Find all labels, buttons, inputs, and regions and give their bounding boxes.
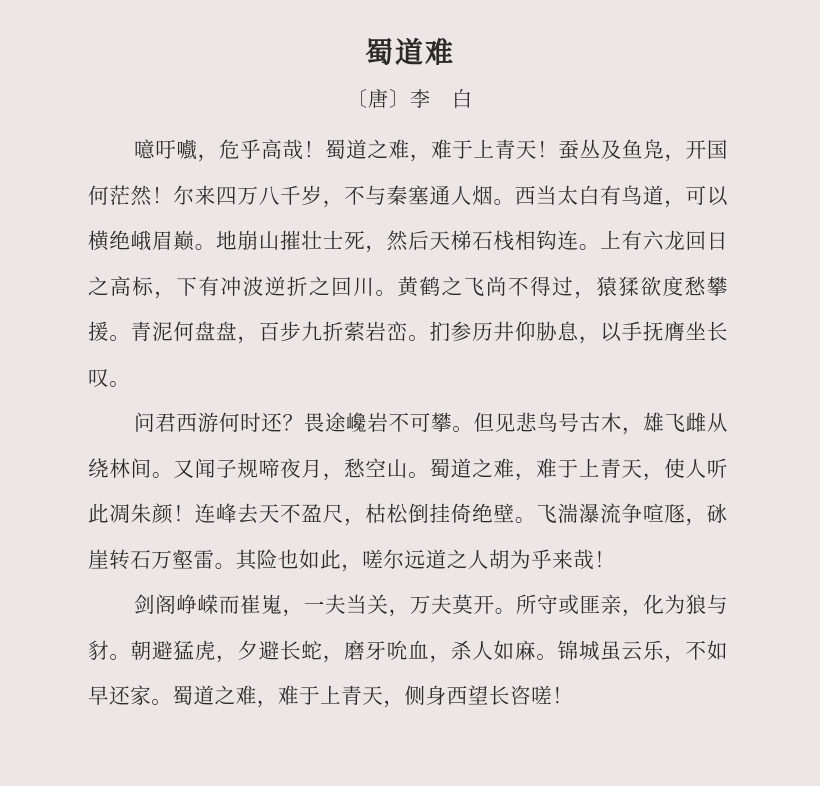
poem-author: 〔唐〕李 白 xyxy=(347,87,473,111)
poem-body xyxy=(88,128,728,720)
poem-paragraph-1: 噫吁嚱，危乎高哉！蜀道之难，难于上青天！蚕丛及鱼凫，开国何茫然！尔来四万八千岁，不与秦塞通人烟。西当太白有鸟道，可以横绝峨眉巅。地崩山摧壮士死，然后天梯石栈相钩连。上有六龙回日之高标，下有冲波逆折之回川。黄鹤之飞尚不得过，猿猱欲度愁攀援。青泥何盘盘，百步九折萦岩峦。扪参历井仰胁息，以手抚膺坐长叹。 xyxy=(88,138,728,390)
poem-paragraph-2: 问君西游何时还？畏途巉岩不可攀。但见悲鸟号古木，雄飞雌从绕林间。又闻子规啼夜月，愁空山。蜀道之难，难于上青天，使人听此凋朱颜！连峰去天不盈尺，枯松倒挂倚绝壁。飞湍瀑流争喧豗，砯崖转石万壑雷。其险也如此，嗟尔远道之人胡为乎来哉！ xyxy=(88,411,728,572)
poem-paragraph-3: 剑阁峥嵘而崔嵬，一夫当关，万夫莫开。所守或匪亲，化为狼与豺。朝避猛虎，夕避长蛇，磨牙吮血，杀人如麻。锦城虽云乐，不如早还家。蜀道之难，难于上青天，侧身西望长咨嗟！ xyxy=(88,593,728,708)
poem-title: 蜀道难 xyxy=(364,36,455,69)
